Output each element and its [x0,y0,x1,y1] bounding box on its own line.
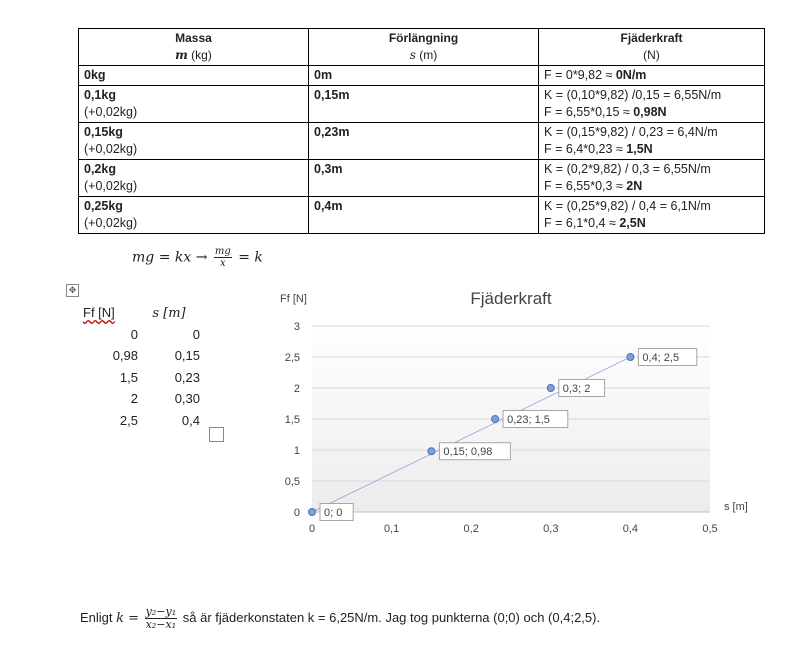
mass-cell: 0kg [79,66,309,86]
ff-cell: 0,98 [112,348,138,364]
mass-error: (+0,02kg) [84,179,138,193]
mass-value: 0,2kg [84,162,116,176]
fraction-numerator: mg [214,246,231,257]
table-resize-handle[interactable] [209,427,224,442]
equation-fraction [214,246,232,269]
table-row [79,123,765,160]
header-unit: (m) [415,48,438,62]
data-label: 0,3; 2 [562,383,591,395]
conclusion-post: så är fjäderkonstaten k = 6,25N/m. Jag tog punkterna (0;0) och (0,4;2,5). [182,609,601,625]
table-row [79,197,765,234]
equation-left: mg = kx → [132,249,208,266]
header-var: m [175,48,188,62]
x-tick-label: 0,3 [543,523,559,535]
y-tick-label: 1 [293,445,300,457]
slope-numerator: y₂−y₁ [145,605,177,618]
ff-cell: 1,5 [119,369,138,385]
table-row [79,86,765,123]
data-label: 0,4; 2,5 [642,352,680,364]
extension-cell: 0,15m [309,86,539,123]
conclusion-k: k = [116,610,140,626]
header-extension [309,29,539,66]
table-row [79,160,765,197]
data-label: 0; 0 [324,507,343,519]
s-cell: 0,23 [174,369,200,385]
y-tick-label: 2,5 [284,352,300,364]
data-point [492,416,499,423]
force-expr: F = 6,55*0,15 ≈ [544,105,634,119]
data-label: 0,15; 0,98 [443,446,493,459]
x-tick-label: 0,2 [463,523,479,535]
chart-title: Fjäderkraft [470,289,552,308]
ff-cell: 0 [130,326,138,342]
mass-cell [79,160,309,197]
data-point [627,354,634,361]
force-cell [539,160,765,197]
force-expr: F = 0*9,82 ≈ [544,68,616,82]
mass-cell [79,86,309,123]
slope-fraction [145,606,177,631]
extension-cell: 0,4m [309,197,539,234]
k-calc: K = (0,2*9,82) / 0,3 = 6,55N/m [544,162,711,176]
x-tick-label: 0,1 [383,523,400,535]
k-calc: K = (0,25*9,82) / 0,4 = 6,1N/m [544,199,711,213]
header-mass [79,29,309,66]
ff-cell: 2,5 [119,412,138,428]
ff-cell: 2 [130,391,138,407]
mass-value: 0,25kg [84,199,123,213]
force-expr: F = 6,4*0,23 ≈ [544,142,627,156]
header-unit: (kg) [187,48,212,62]
k-calc: K = (0,10*9,82) /0,15 = 6,55N/m [544,88,722,102]
y-tick-label: 0 [293,507,300,519]
y-axis-label: Ff [N] [280,293,307,305]
force-expr: F = 6,1*0,4 ≈ [544,216,620,230]
force-cell [539,197,765,234]
force-value: 0,98N [633,105,667,119]
force-value: 1,5N [626,142,653,156]
header-ff [83,302,138,324]
y-tick-label: 2 [293,383,300,395]
mass-error: (+0,02kg) [84,105,138,119]
y-tick-label: 3 [293,321,300,333]
header-var: s [409,48,416,62]
table-row [79,66,765,86]
header-ff-text: Ff [N] [83,305,115,321]
s-cell: 0,4 [181,412,200,428]
data-label: 0,23; 1,5 [507,414,550,426]
data-table [83,302,200,431]
y-tick-label: 0,5 [284,476,300,488]
data-point [428,448,435,455]
mass-error: (+0,02kg) [84,216,138,230]
data-row [83,388,200,410]
measurement-table [78,28,765,234]
data-row [83,367,200,389]
header-unit: (N) [643,48,660,62]
s-cell: 0,30 [174,391,200,407]
force-value: 0N/m [615,68,647,82]
x-tick-label: 0,4 [622,523,639,535]
x-tick-label: 0 [308,523,316,535]
extension-cell: 0m [309,66,539,86]
extension-cell: 0,23m [309,123,539,160]
table-header-row [79,29,765,66]
mass-value: 0,15kg [84,125,123,139]
conclusion-text [80,606,600,631]
header-title: Fjäderkraft [620,31,683,45]
header-s [138,302,200,324]
data-row [83,324,200,346]
data-point [309,509,316,516]
y-tick-label: 1,5 [284,414,300,426]
force-cell [539,86,765,123]
s-cell: 0 [192,326,200,342]
header-title: Förlängning [388,31,459,45]
k-calc: K = (0,15*9,82) / 0,23 = 6,4N/m [544,125,718,139]
conclusion-pre: Enligt [80,609,117,625]
equation-mg-kx [132,246,263,269]
mass-error: (+0,02kg) [84,142,138,156]
spring-force-chart [272,286,762,536]
equation-right: = k [238,249,263,266]
data-point [547,385,554,392]
force-value: 2N [626,179,643,193]
fraction-denominator: x [220,258,226,269]
data-table-header [83,302,200,324]
mass-cell [79,123,309,160]
header-force [539,29,765,66]
extension-cell: 0,3m [309,160,539,197]
force-expr: F = 6,55*0,3 ≈ [544,179,627,193]
s-cell: 0,15 [174,348,200,364]
force-cell [539,123,765,160]
data-row [83,410,200,432]
data-row [83,345,200,367]
mass-cell [79,197,309,234]
x-axis-label: s [m] [724,501,748,513]
force-cell [539,66,765,86]
x-tick-label: 0,5 [702,523,718,535]
slope-denominator: x₂−x₁ [145,618,177,631]
header-title: Massa [175,31,212,45]
mass-value: 0,1kg [84,88,116,102]
force-value: 2,5N [619,216,646,230]
table-move-handle-icon[interactable]: ✥ [66,284,79,297]
header-s-text: s [m] [152,305,186,321]
